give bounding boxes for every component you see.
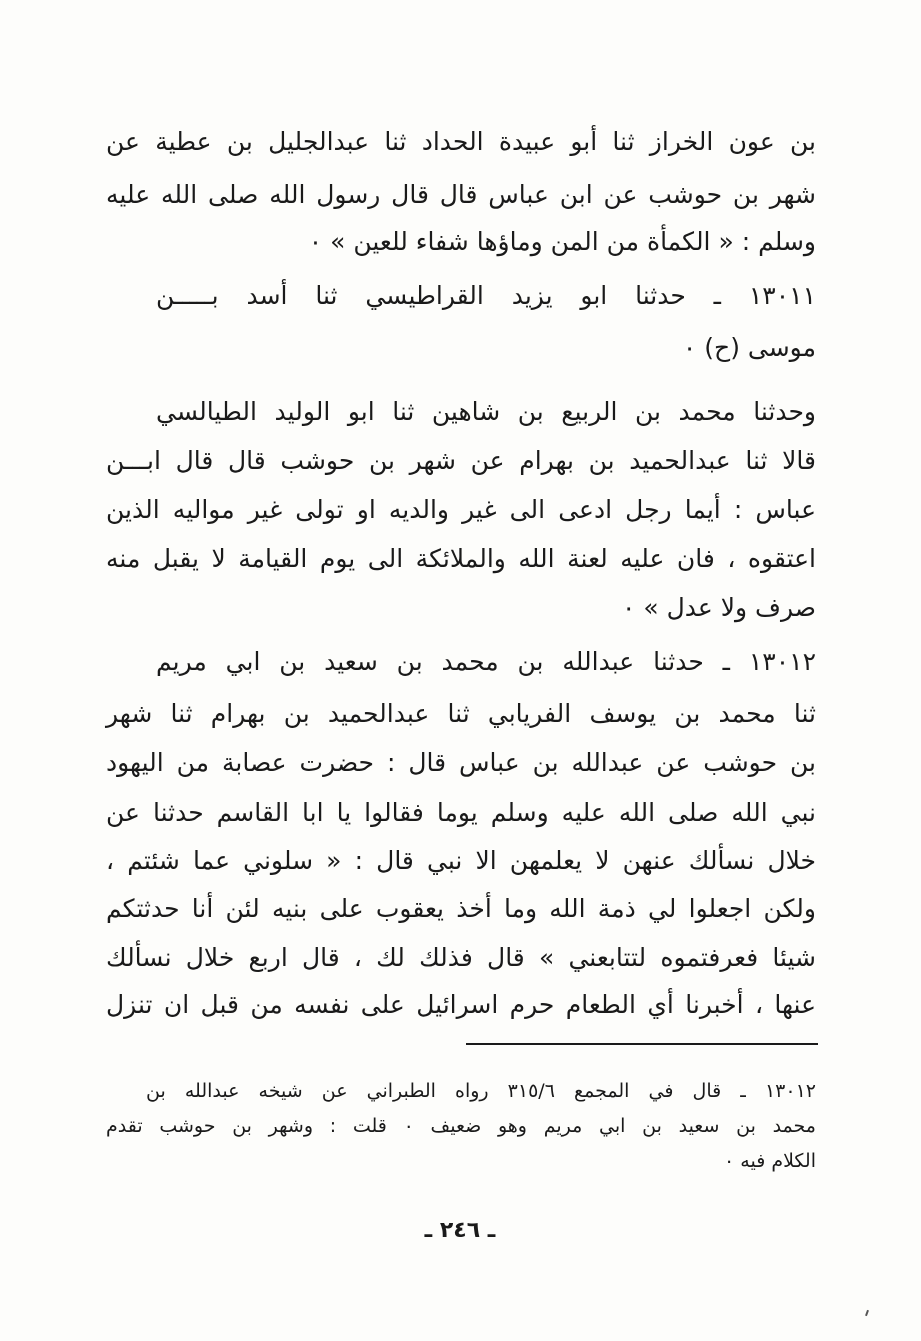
footnote-divider bbox=[466, 1043, 818, 1045]
text-line: صرف ولا عدل » ٠ bbox=[622, 593, 816, 622]
hadith-heading-13011: ١٣٠١١ ـ حدثنا ابو يزيد القراطيسي ثنا أسد بـــــن bbox=[156, 281, 816, 310]
footnote-line: الكلام فيه ٠ bbox=[724, 1150, 816, 1172]
text-line: بن حوشب عن عبدالله بن عباس قال : حضرت عصابة من اليهود bbox=[106, 748, 816, 777]
page-number: ـ ٢٤٦ ـ bbox=[424, 1218, 496, 1243]
text-line: خلال نسألك عنهن لا يعلمهن الا نبي قال : « سلوني عما شئتم ، bbox=[106, 846, 816, 875]
scan-speck bbox=[865, 1310, 869, 1316]
text-line: شهر بن حوشب عن ابن عباس قال قال رسول الله صلى الله عليه bbox=[106, 180, 816, 209]
text-line: شيئا فعرفتموه لتتابعني » قال فذلك لك ، قال اربع خلال نسألك bbox=[106, 943, 816, 972]
text-line: بن عون الخراز ثنا أبو عبيدة الحداد ثنا عبدالجليل بن عطية عن bbox=[106, 127, 816, 156]
text-line: نبي الله صلى الله عليه وسلم يوما فقالوا يا ابا القاسم حدثنا عن bbox=[106, 798, 816, 827]
text-line: ثنا محمد بن يوسف الفريابي ثنا عبدالحميد بن بهرام ثنا شهر bbox=[106, 699, 816, 728]
text-line: وسلم : « الكمأة من المن وماؤها شفاء للعين » ٠ bbox=[308, 227, 816, 256]
text-line: عباس : أيما رجل ادعى الى غير والديه او تولى غير مواليه الذين bbox=[106, 495, 816, 524]
text-line: قالا ثنا عبدالحميد بن بهرام عن شهر بن حوشب قال قال ابـــن bbox=[106, 446, 816, 475]
text-line: ولكن اجعلوا لي ذمة الله وما أخذ يعقوب على بنيه لئن أنا حدثتكم bbox=[106, 894, 816, 923]
text-line: موسى (ح) ٠ bbox=[682, 333, 816, 362]
hadith-heading-13012: ١٣٠١٢ ـ حدثنا عبدالله بن محمد بن سعيد بن ابي مريم bbox=[156, 647, 816, 676]
text-line: اعتقوه ، فان عليه لعنة الله والملائكة الى يوم القيامة لا يقبل منه bbox=[106, 544, 816, 573]
footnote-line: ١٣٠١٢ ـ قال في المجمع ٣١٥/٦ رواه الطبراني عن شيخه عبدالله بن bbox=[146, 1080, 816, 1102]
text-line: وحدثنا محمد بن الربيع بن شاهين ثنا ابو الوليد الطيالسي bbox=[156, 397, 816, 426]
text-line: عنها ، أخبرنا أي الطعام حرم اسرائيل على نفسه من قبل ان تنزل bbox=[106, 990, 816, 1019]
footnote-line: محمد بن سعيد بن ابي مريم وهو ضعيف ٠ قلت : وشهر بن حوشب تقدم bbox=[106, 1115, 816, 1137]
